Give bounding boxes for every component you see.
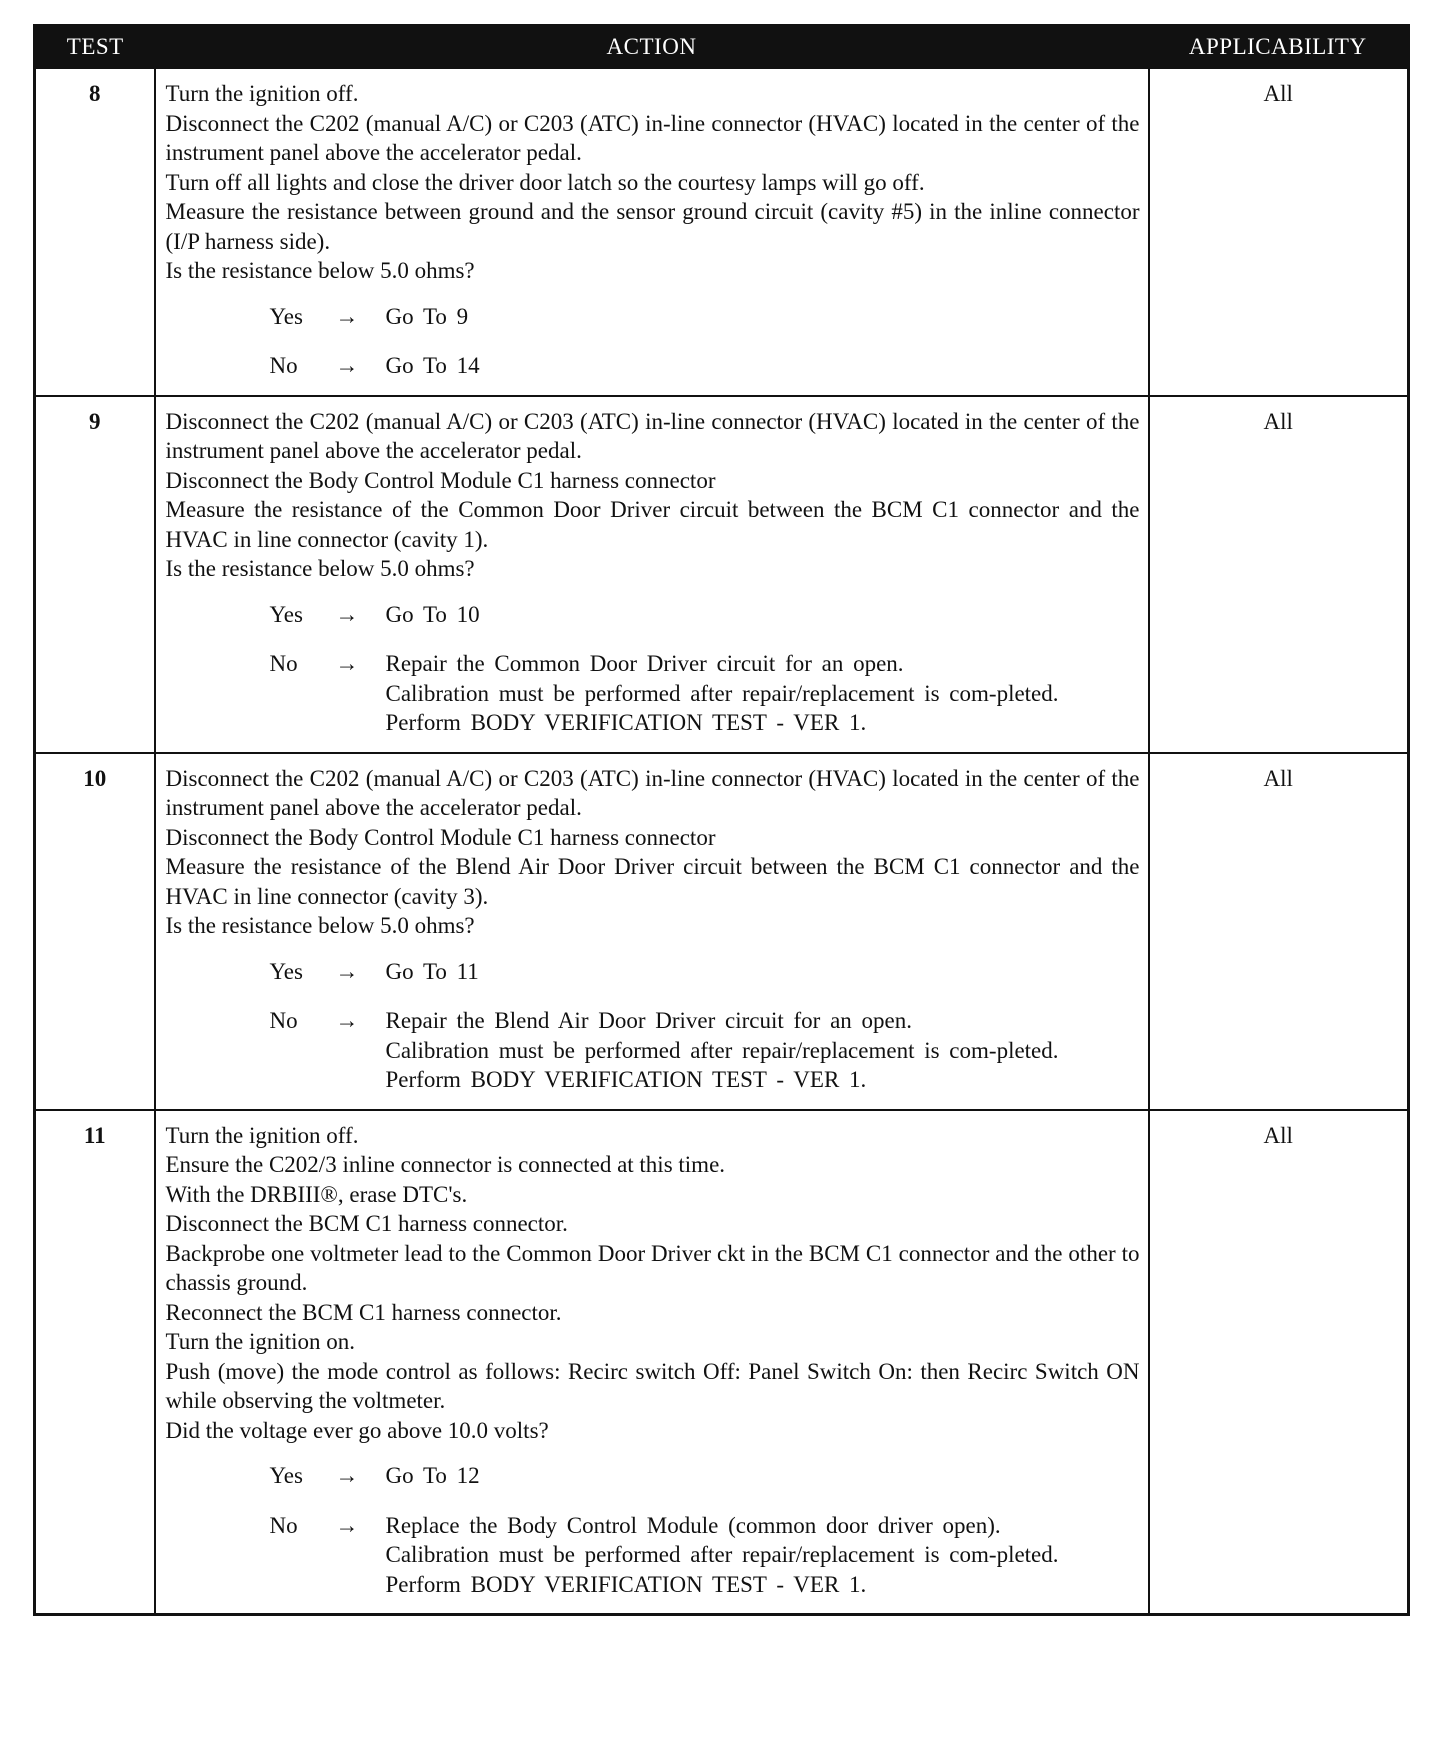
yes-branch [166,302,1140,332]
table-row [35,396,1409,753]
yes-branch [166,600,1140,630]
applicability: All [1149,396,1409,753]
yes-label: Yes [269,601,303,627]
no-result-line: Perform BODY VERIFICATION TEST - VER 1. [385,1067,867,1092]
branches [166,302,1140,381]
yes-result [386,302,1140,332]
table-row [35,68,1409,396]
yes-label: Yes [269,303,303,329]
table-body [35,68,1409,1615]
test-number: 9 [35,396,155,753]
yes-result [386,957,1140,987]
no-result [386,1511,1140,1600]
no-label: No [269,1512,298,1538]
diagnostic-table [33,24,1410,1616]
no-result [386,351,1140,381]
header-action: ACTION [155,26,1149,69]
arrow-icon: → [335,303,359,329]
arrow-icon: → [335,1463,359,1488]
yes-branch [166,957,1140,987]
action-cell [155,753,1149,1110]
no-label: No [269,353,298,378]
arrow-icon: → [335,1008,359,1033]
yes-label: Yes [269,958,303,984]
action-step: Disconnect the BCM C1 harness connector. [165,1211,568,1236]
action-step: Turn off all lights and close the driver door latch so the courtesy lamps will go off. [165,169,925,195]
no-result [386,649,1140,738]
yes-branch [166,1461,1140,1491]
action-step: Disconnect the C202 (manual A/C) or C203 (ATC) in-line connector (HVAC) located in the center of the instrument panel above the accelerator pedal. [165,765,1140,820]
action-step: Reconnect the BCM C1 harness connector. [165,1299,562,1325]
test-number: 8 [35,68,155,396]
action-step: Measure the resistance between ground and the sensor ground circuit (cavity #5) in the inline connector (I/P harness side). [165,199,1140,254]
action-step: Backprobe one voltmeter lead to the Common Door Driver ckt in the BCM C1 connector and the other to chassis ground. [165,1240,1140,1295]
yes-result [386,1461,1140,1491]
action-step: Disconnect the C202 (manual A/C) or C203 (ATC) in-line connector (HVAC) located in the center of the instrument panel above the accelerator pedal. [165,110,1140,165]
no-result [386,1006,1140,1095]
arrow-icon: → [335,958,359,984]
header-test: TEST [35,26,155,69]
arrow-icon: → [335,651,359,676]
action-step: Measure the resistance of the Common Door Driver circuit between the BCM C1 connector and the HVAC in line connector (cavity 1). [165,497,1140,552]
no-branch [166,351,1140,381]
no-branch [166,1511,1140,1600]
action-step: Turn the ignition off. [165,81,359,106]
action-step: Did the voltage ever go above 10.0 volts? [165,1417,549,1443]
header-applicability: APPLICABILITY [1149,26,1409,69]
branches [166,1461,1140,1599]
test-number: 10 [35,753,155,1110]
action-steps [166,79,1140,286]
no-branch [166,1006,1140,1095]
action-step: Is the resistance below 5.0 ohms? [165,556,475,581]
yes-label: Yes [269,1463,303,1488]
branches [166,600,1140,738]
yes-result [386,600,1140,630]
no-label: No [269,1008,298,1033]
no-result-line: Calibration must be performed after repair/replacement is com-pleted. [385,1542,1059,1567]
yes-result-line: Go To 9 [385,303,469,329]
table-row [35,1110,1409,1615]
action-step: Ensure the C202/3 inline connector is connected at this time. [165,1152,726,1177]
arrow-icon: → [335,353,359,378]
table-header [35,26,1409,69]
yes-result-line: Go To 12 [385,1463,480,1488]
no-result-line: Perform BODY VERIFICATION TEST - VER 1. [385,710,867,735]
branches [166,957,1140,1095]
test-number: 11 [35,1110,155,1615]
action-cell [155,1110,1149,1615]
action-cell [155,68,1149,396]
no-result-line: Go To 14 [385,353,480,378]
action-step: Disconnect the C202 (manual A/C) or C203 (ATC) in-line connector (HVAC) located in the center of the instrument panel above the accelerator pedal. [165,408,1140,463]
action-step: Is the resistance below 5.0 ohms? [165,913,475,938]
no-result-line: Replace the Body Control Module (common door driver open). [385,1512,1001,1538]
action-step: Turn the ignition off. [165,1122,359,1148]
action-step: With the DRBIII®, erase DTC's. [165,1181,468,1207]
yes-result-line: Go To 10 [385,601,480,627]
action-step: Is the resistance below 5.0 ohms? [165,258,475,283]
no-result-line: Perform BODY VERIFICATION TEST - VER 1. [385,1571,867,1597]
action-step: Measure the resistance of the Blend Air Door Driver circuit between the BCM C1 connector and the HVAC in line connector (cavity 3). [165,854,1140,909]
table-row [35,753,1409,1110]
diagnostic-test-sheet [33,24,1407,1616]
no-result-line: Calibration must be performed after repair/replacement is com-pleted. [385,1037,1059,1063]
no-result-line: Calibration must be performed after repair/replacement is com-pleted. [385,680,1059,706]
action-steps [166,1121,1140,1446]
applicability: All [1149,753,1409,1110]
no-result-line: Repair the Blend Air Door Driver circuit for an open. [385,1008,913,1033]
applicability: All [1149,68,1409,396]
no-label: No [269,651,298,676]
action-steps [166,764,1140,941]
applicability: All [1149,1110,1409,1615]
action-step: Push (move) the mode control as follows: Recirc switch Off: Panel Switch On: then Recirc Switch ON while observing the voltmeter. [165,1358,1140,1413]
action-cell [155,396,1149,753]
yes-result-line: Go To 11 [385,958,479,984]
arrow-icon: → [335,1512,359,1538]
no-result-line: Repair the Common Door Driver circuit for an open. [385,651,904,676]
action-step: Turn the ignition on. [165,1329,356,1354]
no-branch [166,649,1140,738]
action-steps [166,407,1140,584]
arrow-icon: → [335,601,359,627]
action-step: Disconnect the Body Control Module C1 harness connector [165,467,716,493]
action-step: Disconnect the Body Control Module C1 harness connector [165,824,716,850]
